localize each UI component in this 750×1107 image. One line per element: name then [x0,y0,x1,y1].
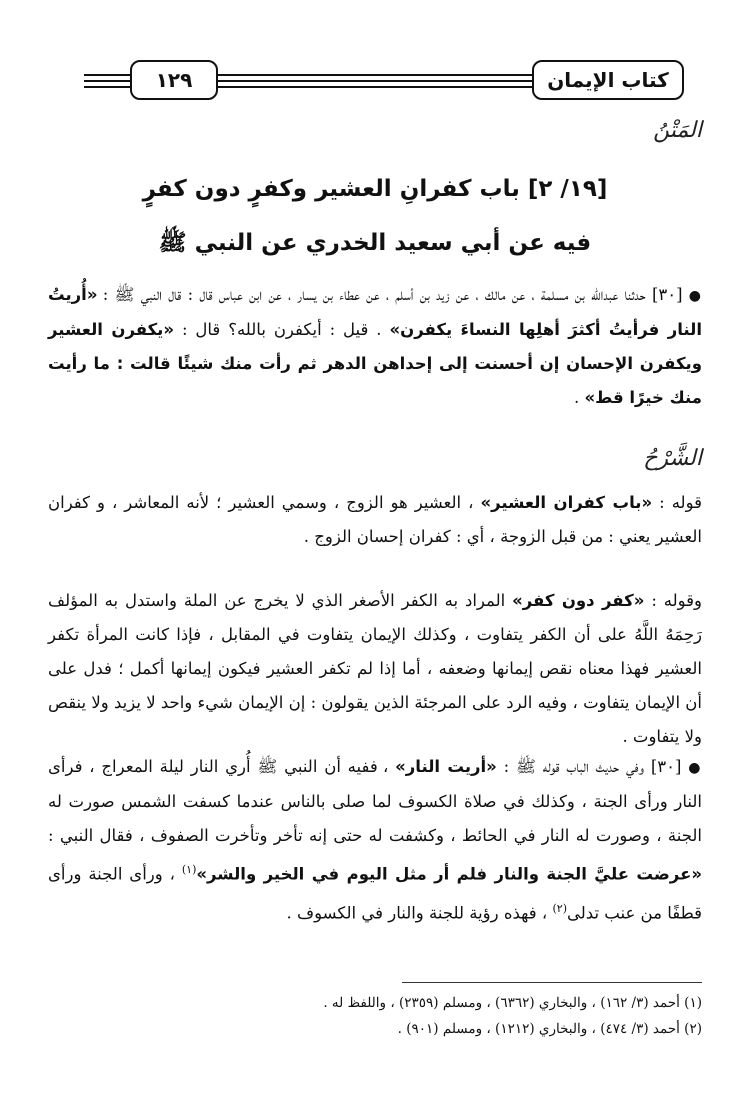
hadith-number: [٣٠] [650,757,682,776]
paragraph-text: ، ففيه أن النبي ﷺ أُري النار ليلة المعراج ، فرأى النار ورأى الجنة ، وكذلك في صلاة الكسوف لما صلى بالناس عندما كسفت الشمس صورت له الجنة ، وصورت له النار في الحائط ، وكشفت له حتى إنه تأخر وتأخرت الصفوف ، فقال النبي : [48,757,702,845]
paragraph-text: ، ورأى الجنة ورأى قطفًا من عنب تدلى [48,864,702,922]
footnotes [48,990,702,1042]
page-header [84,60,684,106]
hadith-text [48,278,702,415]
paragraph-text: ، فهذه رؤية للجنة والنار في الكسوف . [286,903,548,922]
paragraph-text: المراد به الكفر الأصغر الذي لا يخرج عن الملة واستدل به المؤلف رَحِمَهُ اللَّهُ على أن الكفر يتفاوت ، وكذلك الإيمان يتفاوت في المقابل ، فإذا كانت المرأة تكفر العشير فهذا معناه نقص إيمانها وضعفه ، أما إذا لم تكفر العشير فيكون إيمانها أكمل ؛ فدل على أن الإيمان يتفاوت ، وفيه الرد على المرجئة الذين يقولون : إن الإيمان شيء واحد لا يزيد ولا ينقص ولا يتفاوت . [48,591,702,746]
footnote: (٢) أحمد (٣/ ٤٧٤) ، والبخاري (١٢١٢) ، ومسلم (٩٠١) . [397,1021,702,1037]
paragraph-text: ، العشير هو الزوج ، وسمي العشير ؛ لأنه المعاشر ، و كفران العشير يعني : من قبل الزوجة ، أي : كفران إحسان الزوج . [48,493,702,546]
footnote-ref[interactable]: (٢) [552,901,567,915]
footnote-ref[interactable]: (١) [181,863,197,876]
bullet-icon: ● [688,288,703,304]
sharh-label: الشَّرْحُ [643,446,702,471]
matn-label: المَتْنُ [653,118,702,143]
paragraph-lead: قوله : [659,493,702,512]
hadith-end: . [574,388,580,407]
book-title: كتاب الإيمان [532,60,684,100]
hadith-isnad: حدثنا عبدالله بن مسلمة ، عن مالك ، عن زيد بن أسلم ، عن عطاء بن يسار ، عن ابن عباس قال : قال النبي ﷺ : [102,285,646,304]
hadith-quote: «أُريتُ النار فرأيتُ أكثرَ أهلِها النساءَ يكفرن» [48,285,702,339]
page-number: ١٢٩ [130,60,218,100]
quoted-phrase: «أريت النار» [395,757,497,776]
quoted-phrase: «كفر دون كفر» [512,591,645,610]
chapter-subtitle: فيه عن أبي سعيد الخدري عن النبي ﷺ [158,230,592,256]
quoted-phrase: «عرضت عليَّ الجنة والنار فلم أر مثل اليوم في الخير والشر» [196,864,702,884]
hadith-number: [٣٠] [651,285,683,304]
paragraph-lead: وقوله : [651,591,703,610]
sharh-paragraph [48,750,702,930]
footnote: (١) أحمد (٣/ ١٦٢) ، والبخاري (٦٣٦٢) ، ومسلم (٢٣٥٩) ، واللفظ له . [323,995,702,1011]
hadith-mid: . قيل : أيكفرن بالله؟ قال : [181,320,382,339]
chapter-number: [١٩/ ٢] [527,176,608,202]
hadith-quote: «يكفرن العشير ويكفرن الإحسان إن أحسنت إلى إحداهن الدهر ثم رأت منك شيئًا قالت : ما رأيت منك خيرًا قط» [48,320,702,407]
sharh-paragraph [48,486,702,554]
paragraph-lead: وفي حديث الباب قوله ﷺ : [503,757,645,776]
chapter-title [48,176,702,202]
footnote-divider [402,982,702,983]
chapter-title-text: باب كفرانِ العشير وكفرٍ دون كفرٍ [142,176,520,202]
sharh-paragraph [48,584,702,754]
bullet-icon: ● [688,760,703,776]
quoted-phrase: «باب كفران العشير» [480,493,653,512]
